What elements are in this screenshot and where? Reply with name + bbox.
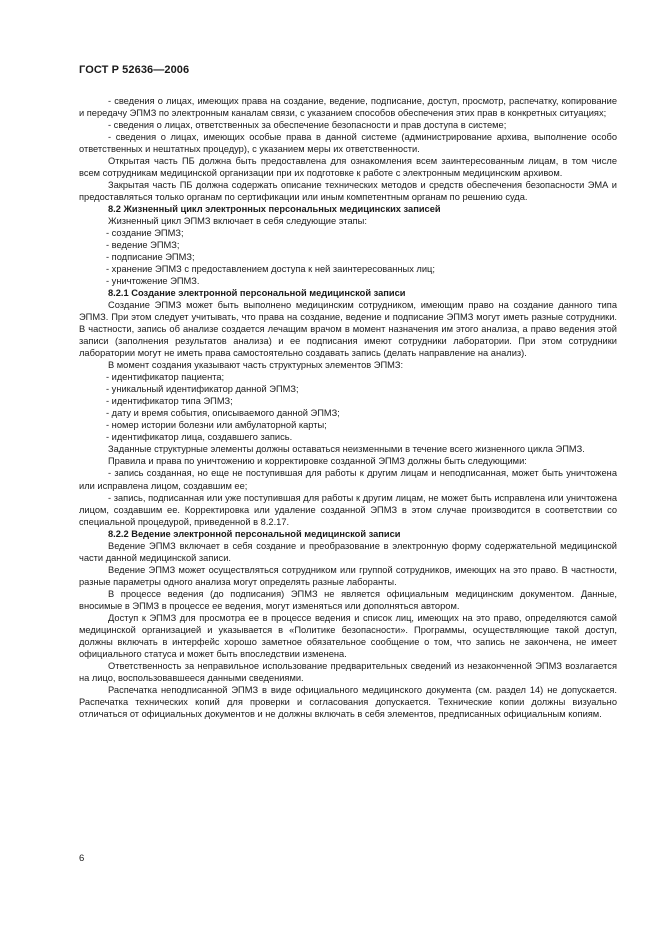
paragraph: Заданные структурные элементы должны оставаться неизменными в течение всего жизненного цикла ЭПМЗ.	[108, 444, 585, 455]
list-item: - уникальный идентификатор данной ЭПМЗ;	[106, 384, 299, 395]
paragraph: Распечатка неподписанной ЭПМЗ в виде официального медицинского документа (см. раздел 14) не допускается. Распечатка технических копий для проверки и согласования допускается. Технические копии должны визуально отличаться от официальных документов и не должны включать в себя элементов, предписанных официальным копиям.	[79, 684, 617, 719]
list-item: - создание ЭПМЗ;	[106, 228, 184, 239]
paragraph: Доступ к ЭПМЗ для просмотра ее в процессе ведения и список лиц, имеющих на это право, определяются самой медицинской организацией и указывается в «Политике безопасности». Программы, осуществляющие такой доступ, должны включать в интерфейс хорошо заметное обязательное сообщение о том, что запись не закончена, не имеет официального статуса и может быть впоследствии изменена.	[79, 612, 617, 659]
list-item: - сведения о лицах, ответственных за обеспечение безопасности и прав доступа в системе;	[108, 120, 507, 131]
paragraph: Открытая часть ПБ должна быть предоставлена для ознакомления всем заинтересованным лицам, в том числе всем сотрудникам медицинской организации при их подготовке к работе с электронным медицинским архивом.	[79, 156, 617, 179]
paragraph: Ведение ЭПМЗ может осуществляться сотрудником или группой сотрудников, имеющих на это право. В частности, разные параметры одного анализа могут определять разные лаборанты.	[79, 564, 617, 587]
page-number: 6	[79, 853, 85, 864]
paragraph: Ответственность за неправильное использование предварительных сведений из незаконченной ЭПМЗ возлагается на лицо, воспользовавшееся данными сведениями.	[79, 660, 617, 683]
list-item: - запись созданная, но еще не поступившая для работы к другим лицам и неподписанная, может быть уничтожена или исправлена лицом, создавшим ее;	[79, 468, 617, 491]
section-heading-8-2-1: 8.2.1 Создание электронной персональной медицинской записи	[108, 288, 406, 299]
list-item: - хранение ЭПМЗ с предоставлением доступа к ней заинтересованных лиц;	[106, 264, 435, 275]
paragraph: Создание ЭПМЗ может быть выполнено медицинским сотрудником, имеющим право на создание данного типа ЭПМЗ. При этом следует учитывать, что права на создание, ведение и подписание ЭПМЗ могут иметь разные сотрудники. В частности, запись об анализе создается лечащим врачом в момент назначения им этого анализа, а право ведения этой записи (заполнения результатов анализа) и ее подписания имеют сотрудники лаборатории. При этом сотрудники лаборатории могут не иметь права самостоятельно создавать запись (делать направление на анализ).	[79, 300, 617, 359]
list-item: - подписание ЭПМЗ;	[106, 252, 195, 263]
paragraph: В процессе ведения (до подписания) ЭПМЗ не является официальным медицинским документом. Данные, вносимые в ЭПМЗ в процессе ее ведения, могут изменяться или дополняться автором.	[79, 588, 617, 611]
list-item: - номер истории болезни или амбулаторной карты;	[106, 420, 327, 431]
list-item: - ведение ЭПМЗ;	[106, 240, 180, 251]
page-header-title: ГОСТ Р 52636—2006	[79, 64, 190, 76]
paragraph: Правила и права по уничтожению и корректировке созданной ЭПМЗ должны быть следующими:	[108, 456, 527, 467]
list-item: - идентификатор пациента;	[106, 372, 225, 383]
list-item: - дату и время события, описываемого данной ЭПМЗ;	[106, 408, 340, 419]
list-item: - уничтожение ЭПМЗ.	[106, 276, 200, 287]
list-item: - сведения о лицах, имеющих особые права в данной системе (администрирование архива, выполнение особо ответственных и нештатных процедур), с указанием меры их ответственности.	[79, 132, 617, 155]
paragraph: Закрытая часть ПБ должна содержать описание технических методов и средств обеспечения безопасности ЭМА и предоставляться только органам по сертификации или иным компетентным органам по решению суда.	[79, 180, 617, 203]
list-item: - идентификатор лица, создавшего запись.	[106, 432, 293, 443]
list-item: - сведения о лицах, имеющих права на создание, ведение, подписание, доступ, просмотр, распечатку, копирование и передачу ЭПМЗ по электронным каналам связи, с указанием способов обеспечения этих прав в конкретных ситуациях;	[79, 96, 617, 119]
paragraph: Жизненный цикл ЭПМЗ включает в себя следующие этапы:	[108, 216, 367, 227]
section-heading-8-2-2: 8.2.2 Ведение электронной персональной медицинской записи	[108, 528, 401, 539]
paragraph: Ведение ЭПМЗ включает в себя создание и преобразование в электронную форму содержательной медицинской части данной медицинской записи.	[79, 540, 617, 563]
paragraph: В момент создания указывают часть структурных элементов ЭПМЗ:	[108, 360, 404, 371]
list-item: - запись, подписанная или уже поступившая для работы к другим лицам, не может быть исправлена или уничтожена лицом, создавшим ее. Корректировка или удаление созданной ЭПМЗ в этом случае производится в соответствии со специальной процедурой, приведенной в 8.2.17.	[79, 492, 617, 527]
section-heading-8-2: 8.2 Жизненный цикл электронных персональных медицинских записей	[108, 204, 441, 215]
list-item: - идентификатор типа ЭПМЗ;	[106, 396, 233, 407]
document-body	[79, 95, 617, 720]
